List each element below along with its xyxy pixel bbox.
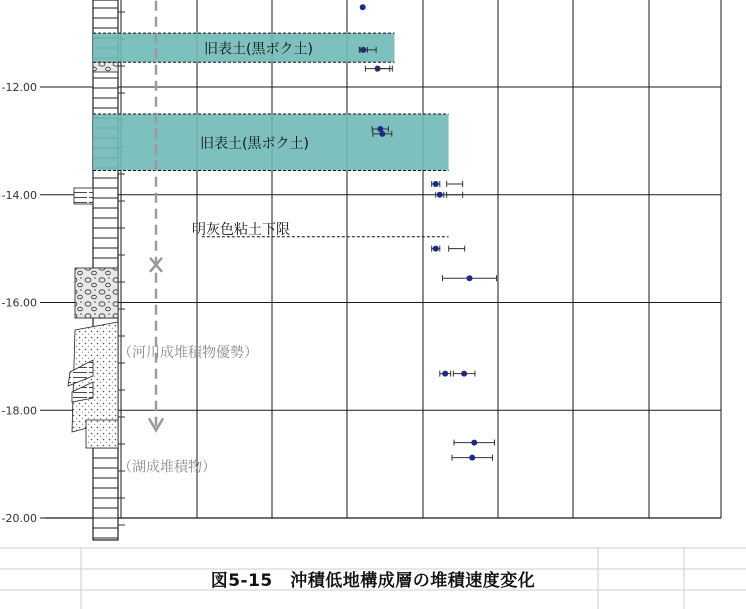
data-point	[433, 181, 439, 187]
band-label: 旧表土(黒ボク土)	[204, 41, 313, 58]
data-point	[360, 4, 366, 10]
data-point	[467, 275, 473, 281]
data-point	[433, 246, 439, 252]
band-label: 旧表土(黒ボク土)	[200, 136, 309, 153]
y-axis	[2, 81, 45, 525]
data-point	[461, 371, 467, 377]
data-point	[471, 440, 477, 446]
y-tick-label: -16.00	[1, 296, 37, 310]
annotation-label: （河川成堆積物優勢）	[118, 344, 258, 361]
data-point	[379, 131, 385, 137]
boundary-label: 明灰色粘土下限	[192, 221, 290, 238]
y-tick-label: -18.00	[1, 404, 37, 418]
y-tick-label: -12.00	[1, 81, 37, 94]
trend-arrow	[149, 1, 163, 431]
plot-gridlines	[45, 0, 721, 518]
y-tick-label: -20.00	[1, 512, 37, 525]
stratigraphic-column	[68, 0, 125, 540]
soil-bands	[93, 33, 449, 238]
annotation-label: （湖成堆積物）	[118, 459, 216, 476]
data-point	[442, 371, 448, 377]
y-tick-label: -14.00	[1, 188, 37, 202]
data-point	[469, 455, 475, 461]
figure-caption: 図5-15 沖積低地構成層の堆積速度変化	[210, 571, 536, 591]
data-point	[437, 192, 443, 198]
data-series	[359, 4, 496, 460]
